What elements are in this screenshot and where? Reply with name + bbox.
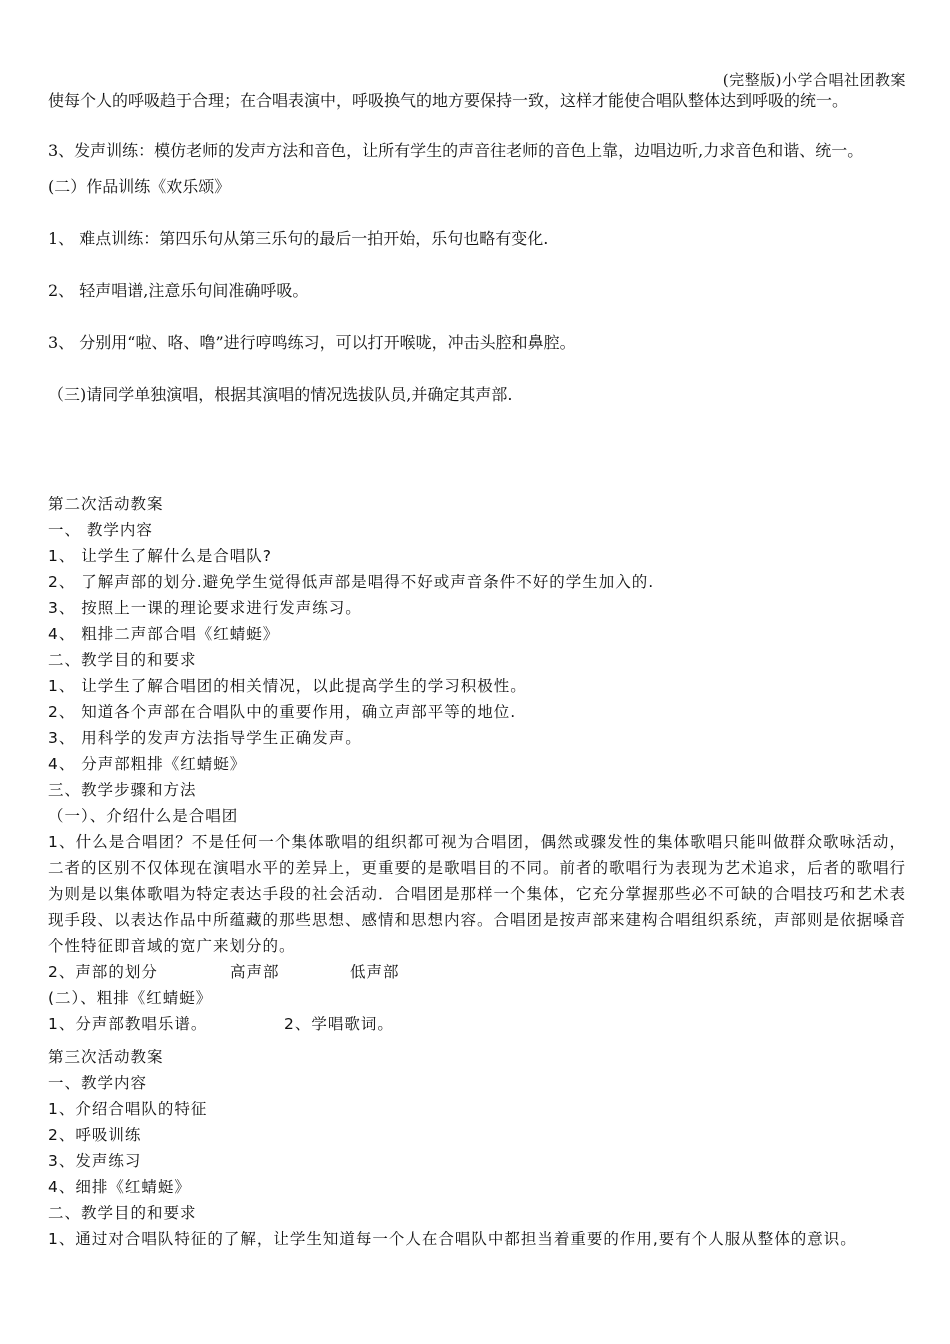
heading-content: 一、教学内容 [48, 1074, 148, 1092]
section-title: 第二次活动教案 [48, 495, 164, 513]
list-item: 2、 了解声部的划分.避免学生觉得低声部是唱得不好或声音条件不好的学生加入的. [48, 573, 655, 591]
list-item: 3、发声练习 [48, 1152, 142, 1170]
paragraph-breathing: 使每个人的呼吸趋于合理；在合唱表演中，呼吸换气的地方要保持一致，这样才能使合唱队整体达到呼吸的统一。 [48, 91, 849, 110]
list-item: 2、 知道各个声部在合唱队中的重要作用，确立声部平等的地位. [48, 703, 517, 721]
paragraph-what-is-choir: 1、什么是合唱团？不是任何一个集体歌唱的组织都可视为合唱团，偶然或骤发性的集体歌唱只能叫做群众歌咏活动，二者的区别不仅体现在演唱水平的差异上，更重要的是歌唱目的不同。前者的歌唱行为表现为艺术追求，后者的歌唱行为则是以集体歌唱为特定表达手段的社会活动．合唱团是那样一个集体，它充分掌握那些必不可缺的合唱技巧和艺术表现手段、以表达作品中所蕴藏的那些思想、感情和思想内容。合唱团是按声部来建构合唱组织系统，声部则是依据嗓音个性特征即音域的宽广来划分的。 [48, 833, 907, 955]
paragraph-choir-features: 1、通过对合唱队特征的了解，让学生知道每一个人在合唱队中都担当着重要的作用,要有个人服从整体的意识。 [48, 1230, 857, 1248]
high-voice-label: 高声部 [230, 963, 280, 981]
item-difficulty: 1、 难点训练：第四乐句从第三乐句的最后一拍开始，乐句也略有变化. [48, 229, 549, 248]
list-item: 4、 粗排二声部合唱《红蜻蜓》 [48, 625, 280, 643]
heading-goals: 二、教学目的和要求 [48, 651, 197, 669]
heading-goals: 二、教学目的和要求 [48, 1204, 197, 1222]
item-humming: 3、 分别用“啦、咯、噜”进行哼鸣练习，可以打开喉咙，冲击头腔和鼻腔。 [48, 333, 576, 352]
list-item: 1、介绍合唱队的特征 [48, 1100, 208, 1118]
paragraph-vocal-training: 3、发声训练：模仿老师的发声方法和音色，让所有学生的声音往老师的音色上靠，边唱边听,力求音色和谐、统一。 [48, 141, 864, 160]
teach-score-item: 1、分声部教唱乐谱。 [48, 1015, 208, 1033]
item-light-sing: 2、 轻声唱谱,注意乐句间准确呼吸。 [48, 281, 309, 300]
list-item: 2、呼吸训练 [48, 1126, 142, 1144]
learn-lyrics-item: 2、学唱歌词。 [284, 1015, 394, 1033]
list-item: 1、 让学生了解什么是合唱队? [48, 547, 273, 565]
section-title: 第三次活动教案 [48, 1048, 164, 1066]
section-1 [48, 88, 906, 408]
rehearsal-line [48, 1011, 906, 1037]
heading-steps: 三、教学步骤和方法 [48, 781, 197, 799]
subheading-intro: （一）、介绍什么是合唱团 [48, 807, 239, 825]
low-voice-label: 低声部 [350, 963, 400, 981]
heading-content: 一、 教学内容 [48, 521, 153, 539]
section-3 [48, 1044, 906, 1252]
subheading-work-training: (二）作品训练《欢乐颂》 [48, 177, 231, 196]
subheading-rehearsal: (二）、粗排《红蜻蜓》 [48, 989, 213, 1007]
list-item: 3、 用科学的发声方法指导学生正确发声。 [48, 729, 362, 747]
list-item: 1、 让学生了解合唱团的相关情况，以此提高学生的学习积极性。 [48, 677, 527, 695]
list-item: 3、 按照上一课的理论要求进行发声练习。 [48, 599, 362, 617]
list-item: 4、细排《红蜻蜓》 [48, 1178, 191, 1196]
section-2 [48, 491, 906, 1037]
page-header: (完整版)小学合唱社团教案 [722, 71, 906, 89]
subheading-audition: （三)请同学单独演唱，根据其演唱的情况选拔队员,并确定其声部. [48, 385, 513, 404]
list-item: 4、 分声部粗排《红蜻蜓》 [48, 755, 247, 773]
voice-division-line [48, 959, 906, 985]
voice-division-label: 2、声部的划分 [48, 963, 158, 981]
